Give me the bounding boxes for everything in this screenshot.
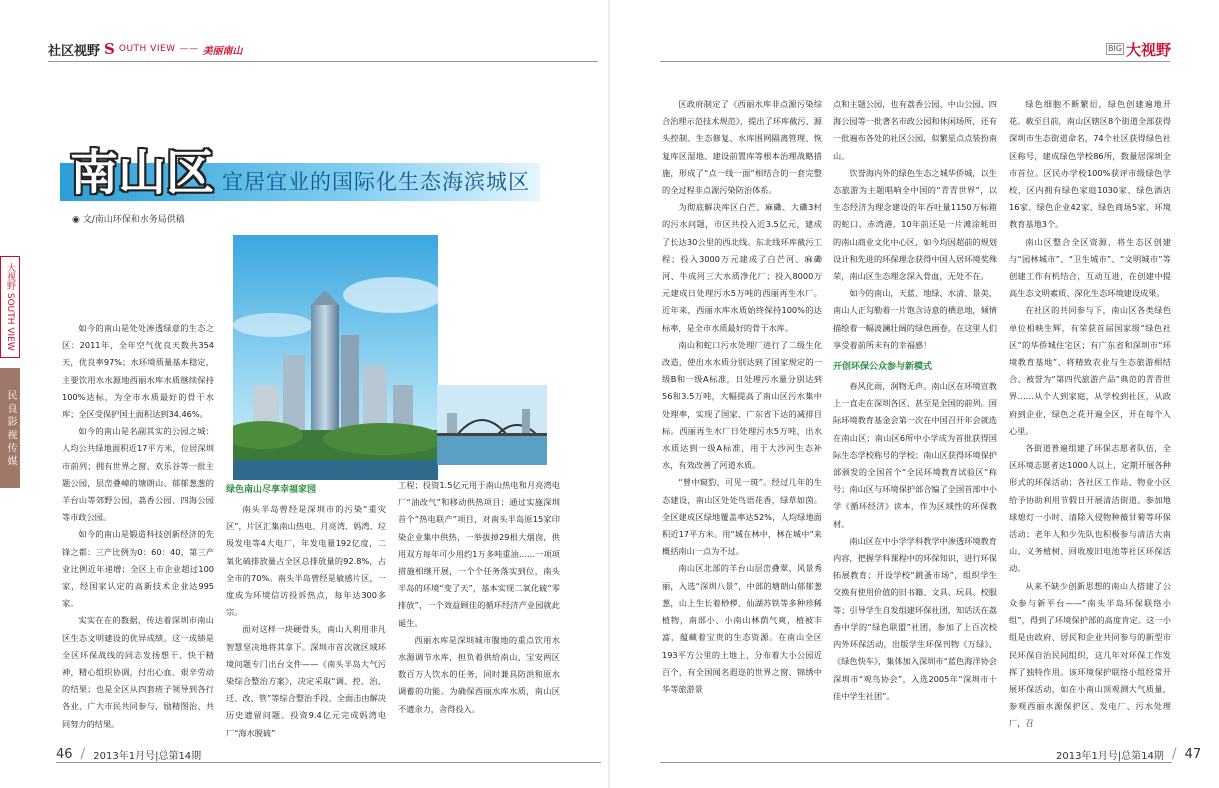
paragraph: 从来不缺少创新思想的南山人搭建了公众参与新平台——“南头半岛环保联络小组”，得到了环境保护部的高度肯定。这一小组是由政府、居民和企业共同参与的新型市民环保自治民间组织，这几年对环保工作发挥了独特作用。该环境保护联络小组经常开展环保活动，如在小南山顶观测大气质量，参观西丽水源保护区、发电厂、污水处理厂，召 — [1009, 580, 1171, 729]
column-4 — [662, 96, 822, 698]
paragraph: 各街道普遍组建了环保志愿者队伍，全区环境志愿者达1000人以上，定期开展各种形式的环保活动；各社区工作站、物业小区给予协助利用节假日开展清洁街道、参加地球熄灯一小时、清除入侵物种薇甘菊等环保活动；老年人和少先队也积极参与清洁大南山、义务植树、回收废旧电池等社区环保活动。 — [1009, 443, 1171, 574]
paragraph: 区政府制定了《西丽水库非点源污染综合治理示范技术规范》，提出了环库截污、源头控制、生态修复、水库围网隔离管理、恢复库区湿地、建设前置库等根本治理战略措施，形成了“点一线一面”相结合的一套完整的全过程非点源污染防治体系。 — [662, 99, 822, 196]
south-view-logo-letter: S — [104, 40, 115, 58]
column-2 — [226, 477, 386, 742]
footer-left — [56, 746, 201, 762]
issue-info-right: 2013年1月号|总第14期 — [1056, 750, 1164, 762]
bridge-photo — [437, 385, 547, 465]
column-6 — [1009, 96, 1171, 733]
footer-rule-left — [56, 762, 601, 763]
article-title: 南山区 — [70, 145, 215, 201]
footer-slash: / — [1171, 746, 1177, 762]
header-dash: —— — [179, 44, 199, 54]
header-right — [1106, 38, 1171, 60]
paragraph: 春风化雨，润物无声。南山区在环境宣教上一直走在深圳各区、甚至是全国的前列。国际环境教育基金会第一次在中国召开年会就选在南山区；南山区6所中小学成为首批获得国际生态学校称号的学校；南山区获得环境保护部颁发的全国首个“全民环境教育试验区”称号；南山区与环境保护部合编了全国首部中小学《循环经济》读本，作为区域性的环保教材。 — [833, 381, 997, 529]
paragraph: 南山区整合全区资源，将生态区创建与“园林城市”、“卫生城市”、“文明城市”等创建工作有机结合，互动互进，在创建中提高生态文明素质、深化生态环境建设成果。 — [1009, 236, 1171, 299]
paragraph: “曾中窥豹，可见一斑”。经过几年的生态建设，南山区处处鸟语花香，绿草如茵。全区建成区绿地覆盖率达52%，人均绿地面积近17平方米。用“城在林中，林在城中”来概括南山一点为不过。 — [662, 477, 822, 557]
footer-rule-right — [660, 762, 1172, 763]
section-heading: 开创环保公众参与新模式 — [833, 362, 933, 373]
spread-gutter — [608, 0, 610, 788]
paragraph: 点和主题公园，也有荔香公园、中山公园、四海公园等一批著名市政公园和休闲场所，还有一批遍布各处的社区公园，似繁星点点装扮南山。 — [833, 99, 997, 161]
paragraph: 南头半岛曾经是深圳市的污染“重灾区”，片区汇集南山热电、月亮湾、妈湾、垃圾发电等4大电厂，年发电量192亿度，二氧化硫排放量占全区总排放量的92.8%，占全市的70%。南头半岛曾经是敏感片区，一度成为环境信访投诉热点，每年达300多宗。 — [226, 504, 386, 618]
section-title: 社区视野 — [48, 43, 101, 59]
header-rule-left — [48, 61, 598, 62]
paragraph: 工程；投资1.5亿元用于南山热电和月亮湾电厂“油改气”和移动供热项目；通过实施深圳首个“热电联产”项目，对南头半岛原15家印染企业集中供热，一举拔掉29根大烟囱，供用双方每年可少用约1万多吨重油……一项项措施相继开展，一个个任务落实到位，南头半岛的环境“变了天”，基本实现二氧化硫“零排放”，一个效益顾佳的循环经济产业园就此诞生。 — [398, 480, 560, 628]
page-number-left: 46 — [56, 746, 73, 762]
paragraph: 如今的南山是处处渗透绿意的生态之区：2011年，全年空气优良天数共354天，优良率97%；水环境质量基本稳定，主要饮用水水源地西丽水库水质继续保持100%达标，为全市水质最好的骨干水库；全区受保护国土面积达到34.46%。 — [62, 323, 214, 420]
paragraph: 饮誉海内外的绿色生态之城华侨城，以生态旅游为主题唱响全中国的“青青世界”，以生态经济为理念建设的年吞吐量1150万标箱的蛇口、赤湾港，10年前还是一片滩涂蚝田的南山商业文化中心区，如今均因超前的规划设计和先进的环保理念获得中国人居环境奖殊荣，南山区生态理念深入骨血，无处不在。 — [833, 167, 997, 282]
section-heading: 绿色南山尽享幸福家园 — [226, 485, 317, 495]
header-tag: 美丽南山 — [202, 45, 243, 57]
paragraph: 面对这样一块硬骨头，南山人利用非凡智慧坚决地将其拿下。深圳市首次就区域环境问题专门出台文件——《南头半岛大气污染综合整治方案》，决定采取“调、控、治、迁、改、管”等综合整治手段，全面击由解决历史遗留问题。投资9.4亿元完成妈湾电厂“海水脱硫” — [226, 624, 386, 738]
big-view-title: 大视野 — [1126, 40, 1172, 59]
side-tab-media: 民 良 影 视 传 媒 — [0, 368, 20, 488]
paragraph: 如今的南山，天蓝、地绿、水清、景美，南山人正勾勒着一片饱含诗意的栖息地，倾情描绘着一幅波澜壮阔的绿色画卷，在这里人们享受着前所未有的幸福感！ — [833, 288, 997, 350]
side-tab — [0, 256, 22, 488]
big-logo-small: BIG — [1108, 44, 1123, 53]
article-subtitle: 宜居宜业的国际化生态海滨城区 — [222, 170, 530, 194]
header-rule-right — [660, 61, 1170, 62]
paragraph: 为彻底解决库区白芒、麻磡、大磡3村的污水问题，市区共投入近3.5亿元，建成了长达30公里的西北线、东北线环库截污工程；投入3000万元建成了白芒河、麻磡河、牛成河三大水质净化厂；投入8000万元建成日处理污水5万吨的西丽再生水厂。近年来，西丽水库水质始终保持100%的达标率，是全市水质最好的骨干水库。 — [662, 202, 822, 333]
paragraph: 在社区的共同参与下，南山区各类绿色单位相映生辉，有荣获首届国家级“绿色社区”的华侨城住宅区；有广东省和深圳市“环境教育基地”、将精致农业与生态旅游相结合、被誉为“第四代旅游产品”典范的青青世界……从个人到家庭，从学校到社区，从政府到企业，绿色之花开遍全区，开在每个人心里。 — [1009, 305, 1171, 436]
column-1 — [62, 320, 214, 733]
byline-bullet-icon: ◉ — [72, 215, 80, 225]
column-5 — [833, 96, 997, 705]
footer-right — [1056, 746, 1201, 762]
byline — [72, 212, 185, 225]
header-left — [48, 38, 243, 60]
paragraph: 南山区北部的羊台山层峦叠翠、风景秀丽，入选“深圳八景”，中部的塘朗山郁郁葱葱，山上生长着桫椤、仙湖苏铁等多种珍稀植物，南部小、小南山林荫气爽，植被丰富，蕴藏着宝贵的生态资源。在南山全区193平方公里的土地上，分布着大小公园近百个，有全国闻名遐迩的世界之窗、锦绣中华等旅游景 — [662, 563, 822, 694]
paragraph: 绿色细胞不断繁衍，绿色创建遍地开花。截至目前，南山区辖区8个街道全部获得深圳市生态街道命名，74个社区获得绿色社区称号，建成绿色学校86所，数量居深圳全市首位。区民办学校100%获评市级绿色学校，区内拥有绿色家庭1030家、绿色酒店16家、绿色企业42家、绿色商场5家、环境教育基地3个。 — [1009, 99, 1171, 230]
page-number-right: 47 — [1184, 746, 1202, 762]
paragraph: 如今的南山是名副其实的公园之城：人均公共绿地面积近17平方米，位居深圳市前列；拥有世界之窗、欢乐谷等一批主题公园，层峦叠嶂的塘朗山、郁郁葱葱的羊台山等郊野公园，荔香公园、四海公园等市政公园。 — [62, 426, 214, 523]
city-skyline-photo — [233, 235, 438, 480]
paragraph: 如今的南山是锻造科技创新经济的先锋之都：三产比例为0：60：40，第三产业比例近年递增；全区上市企业超过100家，经国家认定的高新技术企业达995家。 — [62, 529, 214, 609]
paragraph: 实实在在的数据，传达着深圳市南山区生态文明建设的优异成绩。这一成绩是全区环保战线的同志发扬想干、快干精神，精心组织协调，付出心血、艰辛劳动的结果；也是全区从四套班子领导到各行各业、广大市民共同参与，励精图治、共同努力的结果。 — [62, 615, 214, 729]
paragraph: 南山区在中小学学科教学中渗透环境教育内容，把握学科课程中的环保知识，进行环保拓展教育；开设学校“跳蚤市场”，组织学生交换有使用价值的旧书籍、文具、玩具、校服等；引导学生自发组建环保社团，知话沃在荔香中学的“绿色联盟”社团，参加了上百次校内外环保活动，出版学生环保刊物《万绿》、《绿色快车》，集体加入深圳市“蓝色海洋协会 深圳市“观鸟协会”，入选2005年“深圳市十佳中学生社团”。 — [833, 535, 997, 701]
side-tab-section: 大视野 SOUTH VIEW — [0, 256, 20, 358]
south-view-logo-text: OUTH VIEW — [118, 44, 176, 54]
issue-info-left: 2013年1月号|总第14期 — [93, 750, 202, 762]
column-3 — [398, 477, 560, 718]
footer-slash: / — [80, 746, 86, 762]
byline-text: 文/南山环保和水务局供稿 — [82, 215, 185, 225]
paragraph: 西丽水库是深圳城市腹地的重点饮用水水源调节水库，担负着供给南山、宝安两区数百万人饮水的任务，同时兼具防洪和原水调蓄的功能。为确保西丽水库水质，南山区不遗余力，舍得投入。 — [398, 634, 560, 714]
paragraph: 南山和蛇口污水处理厂进行了二级生化改造，使出水水质分别达到了国家规定的一级B和一级A标准，日处理污水量分别达到56和3.5万吨，大幅提高了南山区污水集中处理率，实现了国家、广东省下达的减排目标。西丽再生水厂日处理污水5万吨，出水水质达到一级A标准，用于大沙河生态补水，有效改善了河道水质。 — [662, 339, 822, 471]
